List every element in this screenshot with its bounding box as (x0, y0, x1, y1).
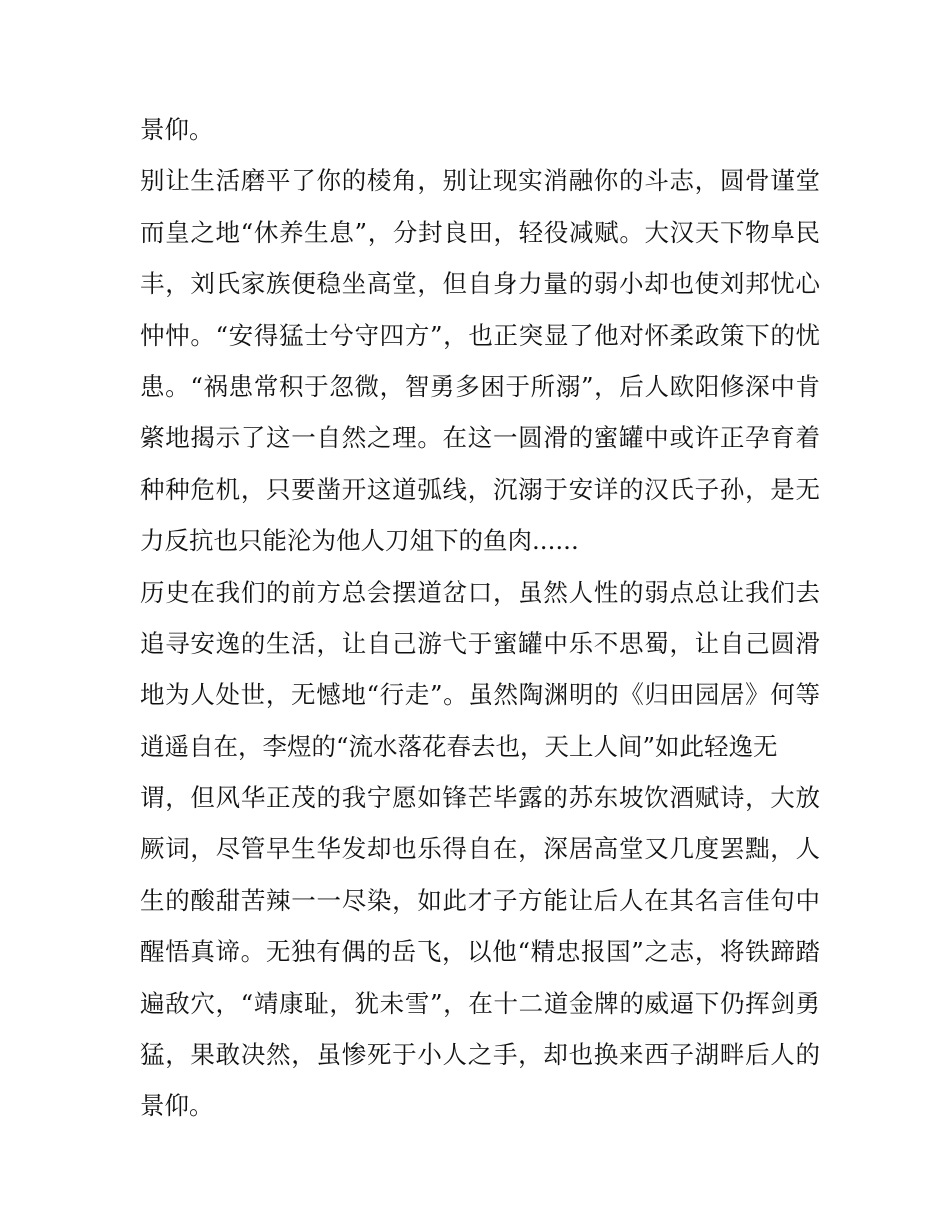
text-line: 患。“祸患常积于忽微，智勇多困于所溺”，后人欧阳修深中肯 (140, 371, 820, 401)
text-line: 厥词，尽管早生华发却也乐得自在，深居高堂又几度罢黜，人 (140, 834, 820, 864)
text-line: 谓，但风华正茂的我宁愿如锋芒毕露的苏东坡饮酒赋诗，大放 (140, 783, 820, 813)
text-line: 逍遥自在，李煜的“流水落花春去也，天上人间”如此轻逸无 (140, 731, 778, 761)
text-line: 而皇之地“休养生息”，分封良田，轻役减赋。大汉天下物阜民 (140, 217, 820, 247)
body-text (140, 104, 820, 1132)
text-line: 地为人处世，无憾地“行走”。虽然陶渊明的《归田园居》何等 (140, 680, 820, 710)
text-line: 猛，果敢决然，虽惨死于小人之手，却也换来西子湖畔后人的 (140, 1040, 820, 1070)
text-line: 忡忡。“安得猛士兮守四方”，也正突显了他对怀柔政策下的忧 (140, 320, 820, 350)
text-line: 力反抗也只能沦为他人刀俎下的鱼肉...... (140, 526, 579, 556)
text-line: 丰，刘氏家族便稳坐高堂，但自身力量的弱小却也使刘邦忧心 (140, 269, 820, 299)
text-line: 遍敌穴，“靖康耻，犹未雪”，在十二道金牌的威逼下仍挥剑勇 (140, 988, 820, 1018)
text-line: 綮地揭示了这一自然之理。在这一圆滑的蜜罐中或许正孕育着 (140, 423, 820, 453)
text-line: 生的酸甜苦辣一一尽染，如此才子方能让后人在其名言佳句中 (140, 885, 820, 915)
text-line: 历史在我们的前方总会摆道岔口，虽然人性的弱点总让我们去 (140, 577, 820, 607)
text-line: 景仰。 (140, 1091, 214, 1121)
text-line: 种种危机，只要凿开这道弧线，沉溺于安详的汉氏子孙，是无 (140, 474, 820, 504)
text-line: 醒悟真谛。无独有偶的岳飞，以他“精忠报国”之志，将铁蹄踏 (140, 937, 820, 967)
text-line: 景仰。 (140, 115, 214, 144)
text-line: 别让生活磨平了你的棱角，别让现实消融你的斗志，圆骨谨堂 (140, 166, 820, 196)
text-line: 追寻安逸的生活，让自己游弋于蜜罐中乐不思蜀，让自己圆滑 (140, 628, 820, 658)
